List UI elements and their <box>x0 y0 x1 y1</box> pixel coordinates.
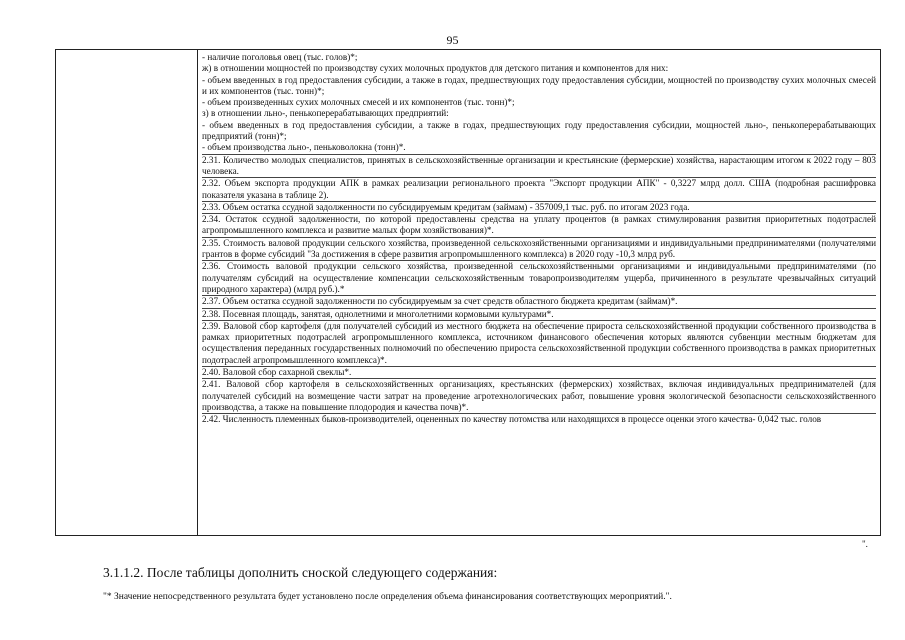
row-text: 2.40. Валовой сбор сахарной свеклы*. <box>202 367 352 378</box>
table-row <box>202 261 876 296</box>
row-text: 2.41. Валовой сбор картофеля в сельскохозяйственных организациях, крестьянских (фермерских) хозяйствах, включая индивидуальных предпринимателей (для получателей субсидий на возмещение части затрат на проведение агротехнологических работ, повышение уровня экологической безопасности сельскохозяйственного производства, а также на повышение плодородия и качества почв)*. <box>202 379 876 412</box>
table-row <box>202 367 876 379</box>
row-text: 2.32. Объем экспорта продукции АПК в рамках реализации регионального проекта "Экспорт продукции АПК" - 0,3227 млрд долл. США (подробная расшифровка показателя указана в таблице 2). <box>202 178 876 200</box>
section-heading: 3.1.1.2. После таблицы дополнить сноской следующего содержания: <box>103 565 498 580</box>
page-number: 95 <box>446 33 459 47</box>
row-text: - объем произведенных сухих молочных смесей и их компонентов (тыс. тонн)*; <box>202 97 515 108</box>
row-text: 2.34. Остаток ссудной задолженности, по которой предоставлены средства на уплату процентов (в рамках стимулирования развития приоритетных подотраслей агропромышленного комплекса и развитие малых форм хозяйствования)*. <box>202 214 876 236</box>
row-text: з) в отношении льно-, пенькоперерабатывающих предприятий: <box>202 108 449 119</box>
row-text: 2.38. Посевная площадь, занятая, однолетними и многолетними кормовыми культурами*. <box>202 308 554 319</box>
row-text: 2.42. Численность племенных быков-производителей, оцененных по качеству потомства или находящихся в процессе оценки этого качества- 0,042 тыс. голов <box>202 414 822 425</box>
row-text: ж) в отношении мощностей по производству сухих молочных продуктов для детского питания и компонентов для них: <box>202 63 669 74</box>
row-text: 2.35. Стоимость валовой продукции сельского хозяйства, произведенной сельскохозяйственными организациями и индивидуальными предпринимателями (получателями грантов в форме субсидий "За достижения в сфере развития агропромышленного комплекса) в 2020 году -10,3 млрд руб. <box>202 237 876 260</box>
table-row <box>202 379 876 414</box>
table-row <box>202 414 876 425</box>
row-text: 2.37. Объем остатка ссудной задолженности по субсидируемым за счет средств областного бюджета кредитам (займам)*. <box>202 296 678 307</box>
table-left-column <box>56 50 198 535</box>
table-row <box>202 202 876 214</box>
row-text: 2.31. Количество молодых специалистов, принятых в сельскохозяйственные организации и крестьянские (фермерские) хозяйства, нарастающим итогом к 2022 году – 803 человека. <box>202 154 876 176</box>
table-row <box>202 296 876 308</box>
table-row <box>202 178 876 202</box>
row-text: - объем введенных в год предоставления субсидии, а также в годах, предшествующих году предоставления субсидии, мощностей по производству сухих молочных смесей и их компонентов (тыс. тонн)*; <box>202 74 876 96</box>
row-text: 2.36. Стоимость валовой продукции сельского хозяйства, произведенной сельскохозяйственными организациями и индивидуальными предпринимателями (по получателям субсидий на осуществление компенсации сельскохозяйственным товаропроизводителям ущерба, причиненного в результате чрезвычайных ситуаций природного характера) (млрд руб.).* <box>202 261 876 294</box>
table-row <box>202 321 876 367</box>
table-row <box>202 214 876 238</box>
table-row <box>202 155 876 179</box>
table-row <box>202 238 876 262</box>
row-text: 2.39. Валовой сбор картофеля (для получателей субсидий из местного бюджета на обеспечение прироста сельскохозяйственной продукции собственного производства в рамках приоритетных подотраслей агропромышленного комплекса, источником финансового обеспечения которых являются субвенции местным бюджетам для осуществления переданных государственных полномочий по обеспечению прироста сельскохозяйственной продукции собственного производства в рамках приоритетных подотраслей агропромышленного комплекса)*. <box>202 320 876 365</box>
row-text: - наличие поголовья овец (тыс. голов)*; <box>202 52 358 62</box>
closing-quote: ". <box>862 539 868 549</box>
row-text: - объем введенных в год предоставления субсидии, а также в годах, предшествующих году предоставления субсидии, мощностей льно-, пенькоперерабатывающих предприятий (тонн)*; <box>202 119 876 142</box>
document-table <box>55 49 881 536</box>
table-content-column <box>198 50 880 535</box>
table-row <box>202 52 876 155</box>
row-text: 2.33. Объем остатка ссудной задолженности по субсидируемым кредитам (займам) - 357009,1 тыс. руб. по итогам 2023 года. <box>202 201 690 212</box>
row-text: - объем производства льно-, пеньковолокна (тонн)*. <box>202 142 406 153</box>
footnote-text: "* Значение непосредственного результата будет установлено после определения объема финансирования соответствующих мероприятий.". <box>103 592 672 602</box>
table-row <box>202 309 876 321</box>
